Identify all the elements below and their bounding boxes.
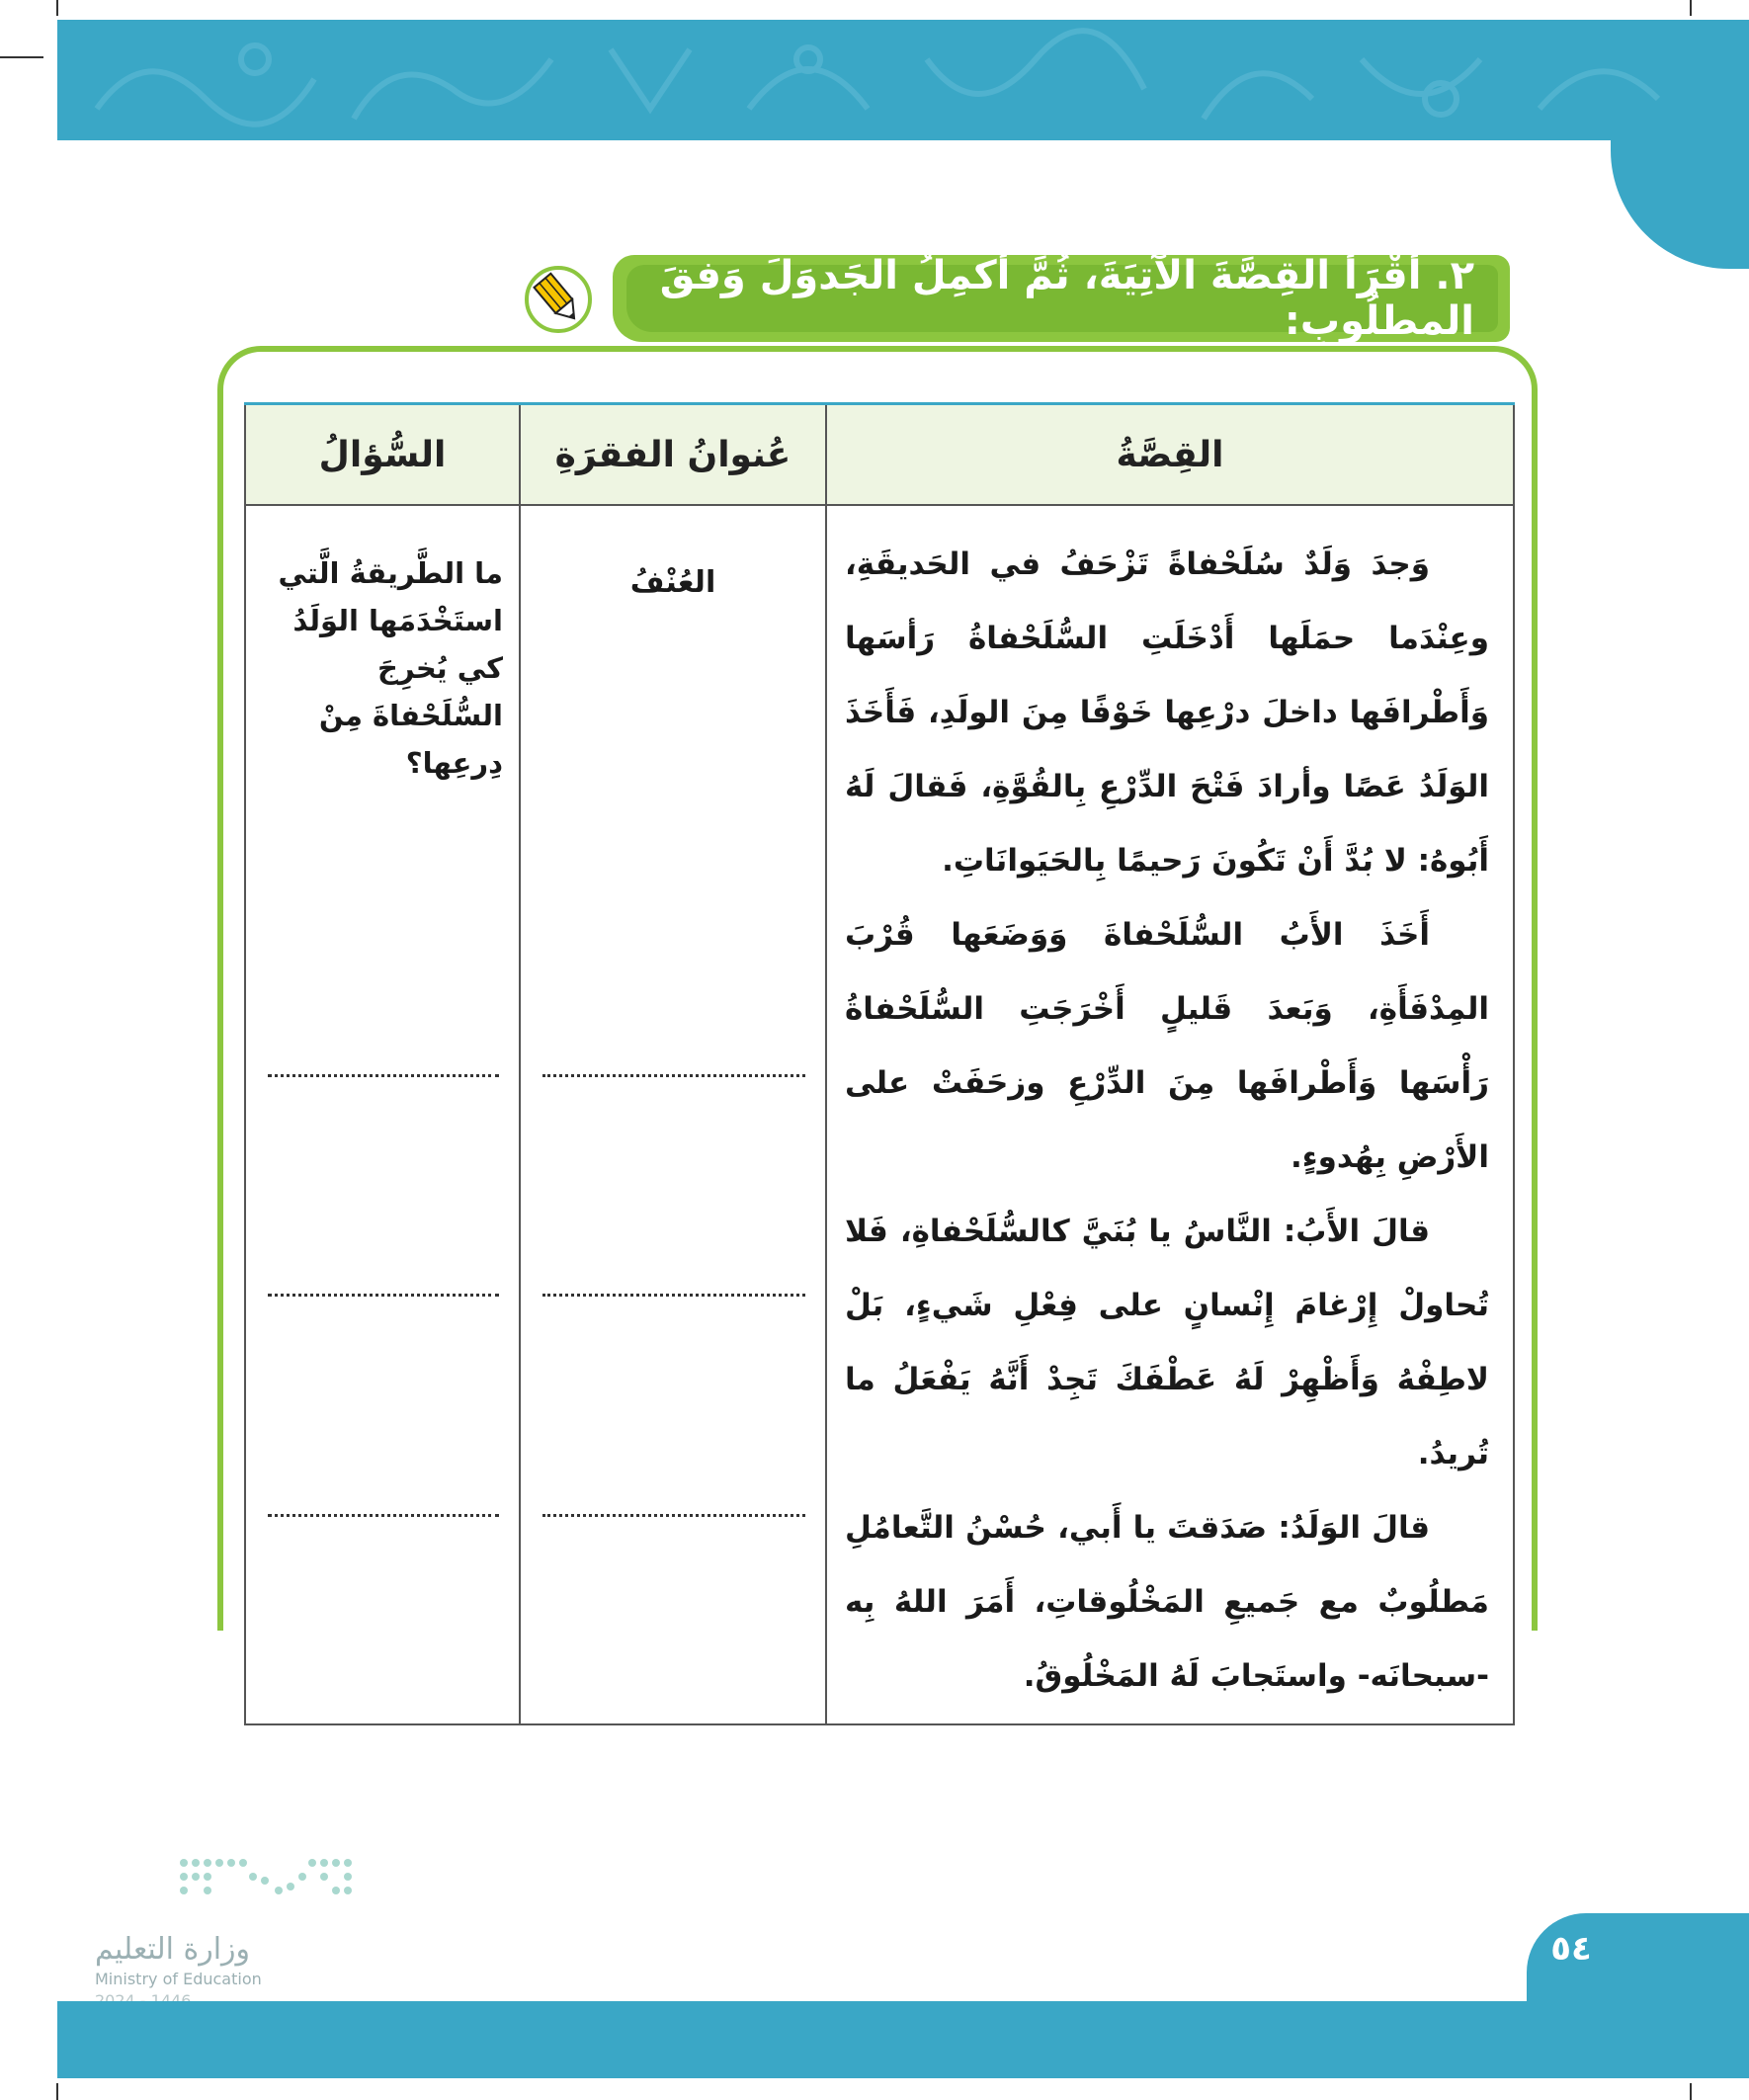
crop-mark xyxy=(56,0,58,16)
crop-mark xyxy=(56,2083,58,2100)
calligraphy-pattern-icon xyxy=(57,20,1749,140)
crop-mark xyxy=(1690,2083,1692,2100)
story-paragraph: وَجدَ وَلَدٌ سُلَحْفاةً تَزْحَفُ في الحَديقَةِ، وعِنْدَما حمَلَها أَدْخَلَتِ السُّلَحْفاةُ رَأسَها وَأَطْرافَها داخلَ درْعِها خَوْفًا مِنَ الولَدِ، فَأَخَذَ الوَلَدُ عَصًا وأرادَ فَتْحَ الدِّرْعِ بِالقُوَّةِ، فَقالَ لَهُ أَبُوهُ: لا بُدَّ أَنْ تَكُونَ رَحيمًا بِالحَيَوانَاتِ. xyxy=(845,546,1489,879)
story-paragraph: قالَ الأَبُ: النَّاسُ يا بُنَيَّ كالسُّلَحْفاةِ، فَلا تُحاولْ إِرْغامَ إِنْسانٍ على فِعْلِ شَيءٍ، بَلْ لاطِفْهُ وَأَظْهِرْ لَهُ عَطْفَكَ تَجِدْ أَنَّهُ يَفْعَلُ ما تُريدُ. xyxy=(845,1214,1489,1471)
story-paragraph: قالَ الوَلَدُ: صَدَقتَ يا أَبي، حُسْنُ التَّعامُلِ مَطلُوبٌ مع جَميعِ المَخْلُوقاتِ، أَمَرَ اللهُ بِه -سبحانَه- واستَجابَ لَهُ المَخْلُوقُ. xyxy=(845,1510,1489,1694)
answer-line-question-4[interactable] xyxy=(268,1514,499,1517)
answer-line-question-2[interactable] xyxy=(268,1074,499,1077)
header-paragraph-title: عُنوانُ الفقرَةِ xyxy=(520,404,826,506)
instruction-bar xyxy=(613,255,1510,342)
bottom-banner xyxy=(57,2001,1749,2078)
crop-mark xyxy=(0,56,43,58)
answer-line-title-4[interactable] xyxy=(542,1514,805,1517)
header-question: السُّؤالُ xyxy=(245,404,520,506)
answer-line-question-3[interactable] xyxy=(268,1294,499,1297)
pencil-icon xyxy=(524,265,593,334)
paragraph-title-1: العُنْفُ xyxy=(629,565,716,600)
header-story: القِصَّةُ xyxy=(826,404,1514,506)
story-table xyxy=(244,402,1515,1725)
story-text-cell xyxy=(826,505,1514,1724)
ministry-name-en: Ministry of Education xyxy=(95,1970,262,1988)
banner-corner xyxy=(1611,140,1749,269)
top-banner xyxy=(57,20,1749,140)
answer-line-title-2[interactable] xyxy=(542,1074,805,1077)
ministry-name-ar: وزارة التعليم xyxy=(95,1932,251,1967)
instruction-text: ٢. أقْرَأُ القِصَّةَ الآتِيَةَ، ثُمَّ أُكمِلُ الجَدوَلَ وَفقَ المطلُوبِ: xyxy=(659,253,1474,344)
paragraph-title-cell xyxy=(520,505,826,1724)
answer-line-title-3[interactable] xyxy=(542,1294,805,1297)
crop-mark xyxy=(1690,0,1692,16)
story-paragraph: أَخَذَ الأَبُ السُّلَحْفاةَ وَوَضَعَها قُرْبَ المِدْفَأَةِ، وَبَعدَ قَليلٍ أَخْرَجَتِ السُّلَحْفاةُ رَأْسَها وَأَطْرافَها مِنَ الدِّرْعِ وزحَفَتْ على الأَرْضِ بِهُدوءٍ. xyxy=(845,917,1489,1175)
page-number: ٥٤ xyxy=(1550,1929,1592,1969)
question-1: ما الطَّريقةُ الَّتي استَخْدَمَها الوَلَدُ كي يُخرِجَ السُّلَحْفاةَ مِنْ دِرعِها؟ xyxy=(278,556,503,780)
question-cell xyxy=(245,505,520,1724)
